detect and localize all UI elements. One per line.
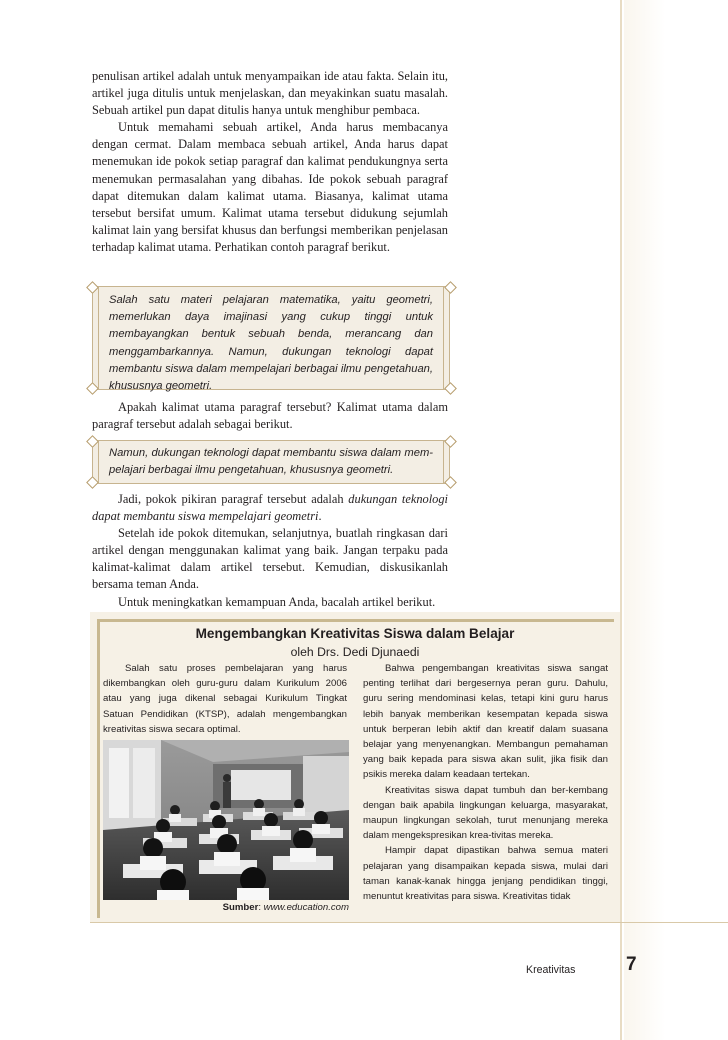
article-right-column bbox=[363, 661, 608, 904]
body-text-middle bbox=[92, 399, 448, 433]
article-left-column bbox=[103, 661, 347, 737]
article-title: Mengembangkan Kreativitas Siswa dalam Belajar bbox=[195, 626, 515, 641]
paragraph: Setelah ide pokok ditemukan, selanjutnya, buatlah ringkasan dari artikel dengan menggunakan kalimat yang baik. Jangan terpaku pada kalimat-kalimat dalam artikel tersebut. Kemudian, diskusikanlah bersama teman Anda. bbox=[92, 526, 448, 592]
main-idea-italic: dukungan teknologi dapat membantu siswa mempelajari geometri bbox=[92, 492, 448, 524]
main-sentence-box bbox=[92, 440, 450, 484]
paragraph: penulisan artikel adalah untuk menyampaikan ide atau fakta. Selain itu, artikel juga ditulis untuk menjelaskan, dan meyakinkan suatu masalah. Sebuah artikel pun dapat ditulis hanya untuk menghibur pembaca. bbox=[92, 69, 448, 118]
paragraph: Apakah kalimat utama paragraf tersebut? Kalimat utama dalam paragraf tersebut adalah sebagai berikut. bbox=[92, 400, 448, 432]
side-decoration bbox=[620, 0, 728, 1040]
article-author: oleh Drs. Dedi Djunaedi bbox=[290, 645, 420, 659]
caption-source: www.education.com bbox=[263, 902, 349, 913]
divider bbox=[90, 922, 620, 923]
caption-label: Sumber bbox=[222, 902, 259, 913]
example-paragraph-box bbox=[92, 286, 450, 393]
article-paragraph: Kreativitas siswa dapat tumbuh dan ber-kembang dengan baik apabila lingkungan keluarga, masyarakat, maupun lingkungan sekolah, turut menunjang mereka dalam mengekspresikan krea-tivitas mereka. bbox=[363, 784, 608, 842]
page-number: 7 bbox=[626, 954, 637, 975]
paragraph: Untuk meningkatkan kemampuan Anda, bacalah artikel berikut. bbox=[118, 594, 436, 609]
body-text-bottom bbox=[92, 491, 448, 611]
article-paragraph: Bahwa pengembangan kreativitas siswa sangat penting terlihat dari bergesernya peran guru. Dahulu, guru sering mendominasi kelas, tetapi kini guru harus lebih banyak memberikan kesempatan kepada siswa untuk berperan lebih aktif dan kreatif dalam suasana belajar yang menyenangkan. Membangun pemahaman yang baik kepada para siswa akan sulit, jika fisik dan psikis mereka dalam keadaan tertekan. bbox=[363, 663, 608, 781]
body-text-top bbox=[92, 68, 448, 256]
paragraph: Jadi, pokok pikiran paragraf tersebut adalah dukungan teknologi dapat membantu siswa mempelajari geometri. bbox=[92, 492, 448, 524]
main-sentence: Namun, dukungan teknologi dapat membantu siswa dalam mem-pelajari berbagai ilmu pengetahuan, khususnya geometri. bbox=[109, 447, 433, 477]
classroom-photo bbox=[103, 740, 349, 900]
paragraph: Untuk memahami sebuah artikel, Anda harus membacanya dengan cermat. Dalam membaca sebuah artikel, Anda harus dapat menemukan ide pokok setiap paragraf dan kalimat pendukungnya serta menemukan permasalahan yang dibahas. Ide pokok sebuah paragraf dapat ditemukan dalam kalimat utama. Biasanya, kalimat utama tersebut bersifat umum. Kalimat utama tersebut didukung sejumlah kalimat lain yang bersifat khusus dan berfungsi memberikan penjelasan terhadap kalimat utama. Perhatikan contoh paragraf berikut. bbox=[92, 120, 448, 254]
article-paragraph: Salah satu proses pembelajaran yang harus dikembangkan oleh guru-guru dalam Kurikulum 2006 atau yang juga dikenal sebagai Kurikulum Tingkat Satuan Pendidikan (KTSP), adalah mengembangkan kreativitas siswa secara optimal. bbox=[103, 663, 347, 735]
example-paragraph: Salah satu materi pelajaran matematika, yaitu geometri, memerlukan daya imajinasi yang cukup tinggi untuk membayangkan bentuk sebuah benda, merancang dan menggambarkannya. Namun, dukungan teknologi dapat membantu siswa dalam mempelajari berbagai ilmu pengetahuan, khususnya geometri. bbox=[109, 294, 433, 393]
chapter-label: Kreativitas bbox=[526, 964, 576, 976]
divider bbox=[620, 922, 728, 923]
article-paragraph: Hampir dapat dipastikan bahwa semua materi pelajaran yang disampaikan kepada siswa, mulai dari taman kanak-kanak hingga jenjang pendidikan tinggi, menuntut kreativitas para siswa. Kreativitas tidak bbox=[363, 845, 608, 903]
photo-caption: Sumber: www.education.com bbox=[222, 902, 349, 913]
